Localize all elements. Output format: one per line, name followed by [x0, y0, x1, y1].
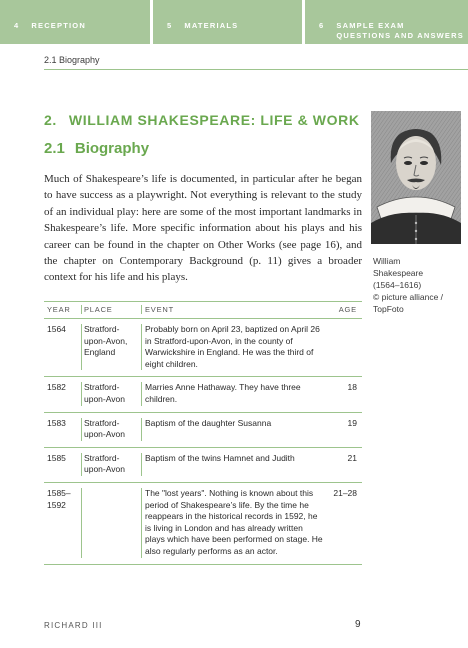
- section-title-text: Biography: [74, 140, 150, 157]
- tab-number: 6: [319, 21, 325, 30]
- table-row: [44, 413, 362, 448]
- cell-place: Stratford-upon-Avon, England: [81, 324, 141, 370]
- cell-year: 1585–1592: [47, 487, 71, 510]
- tab-label: MATERIALS: [184, 21, 239, 30]
- section-title: [44, 140, 149, 157]
- cell-year: 1585: [47, 452, 66, 463]
- cell-year: 1564: [47, 324, 66, 334]
- cell-place: Stratford-upon-Avon: [81, 453, 141, 476]
- table-header-row: [44, 301, 362, 319]
- shakespeare-portrait: [371, 111, 461, 244]
- top-nav: [0, 0, 468, 44]
- tab-label: RECEPTION: [31, 21, 86, 30]
- cell-event: The "lost years". Nothing is known about this period of Shakespeare’s life. By the time he reappears in the historical records in 1592, he is living in London and has already written plays which have been performed on stage. He also regularly performs as an actor.: [141, 488, 323, 558]
- cell-event: Marries Anne Hathaway. They have three children.: [141, 382, 323, 405]
- cell-age: [323, 324, 362, 370]
- table-row: [44, 319, 362, 377]
- caption-line: (1564–1616): [373, 280, 422, 290]
- intro-paragraph: Much of Shakespeare’s life is documented, in particular after he began to have success as a playwright. Not everything is relevant to the study of an individual play: here are some of the most important landmarks in Shakespeare’s life. More specific information about his plays and his career can be found in the chapter on Other Works (see page 16), and the chapter on Contemporary Background (p. 11) gives a broader context for his life and his plays.: [44, 173, 362, 284]
- caption-line: Shakespeare: [373, 268, 424, 278]
- chapter-number: 2.: [44, 112, 57, 128]
- cell-year: 1583: [47, 417, 66, 428]
- biography-table: [44, 301, 362, 565]
- cell-event: Baptism of the daughter Susanna: [141, 418, 323, 441]
- cell-age: 18: [347, 382, 357, 393]
- tab-number: 5: [167, 21, 173, 30]
- tab-sample-exam[interactable]: [305, 0, 468, 44]
- section-number: 2.1: [44, 140, 65, 157]
- chapter-title-text: WILLIAM SHAKESPEARE: LIFE & WORK: [68, 112, 360, 128]
- cell-age: 19: [347, 417, 357, 428]
- header-place: PLACE: [81, 305, 141, 314]
- header-year: YEAR: [47, 305, 71, 314]
- cell-place: Stratford-upon-Avon: [81, 382, 141, 405]
- page-number: 9: [355, 619, 361, 630]
- caption-line: © picture alliance /: [373, 292, 444, 302]
- caption-line: William: [373, 256, 401, 266]
- chapter-title: [44, 112, 360, 128]
- breadcrumb: 2.1 Biography: [44, 55, 100, 65]
- portrait-caption: [373, 255, 465, 315]
- table-row: [44, 448, 362, 483]
- caption-line: TopFoto: [373, 304, 404, 314]
- cell-age: 21–28: [333, 487, 357, 498]
- cell-year: 1582: [47, 382, 66, 393]
- cell-event: Baptism of the twins Hamnet and Judith: [141, 453, 323, 476]
- cell-age: 21: [347, 452, 357, 463]
- cell-place: Stratford-upon-Avon: [81, 418, 141, 441]
- table-row: [44, 483, 362, 565]
- tab-reception[interactable]: [0, 0, 150, 44]
- table-row: [44, 377, 362, 412]
- tab-number: 4: [14, 21, 20, 30]
- tab-materials[interactable]: [153, 0, 302, 44]
- header-divider: [44, 69, 468, 70]
- header-event: EVENT: [141, 305, 323, 314]
- running-footer-title: RICHARD III: [44, 621, 103, 630]
- cell-event: Probably born on April 23, baptized on April 26 in Stratford-upon-Avon, in the county of Warwickshire in England. He was the third of eight children.: [141, 324, 323, 370]
- tab-label: SAMPLE EXAM QUESTIONS AND ANSWERS: [336, 21, 464, 40]
- header-age: AGE: [338, 305, 357, 314]
- cell-place: [81, 488, 141, 558]
